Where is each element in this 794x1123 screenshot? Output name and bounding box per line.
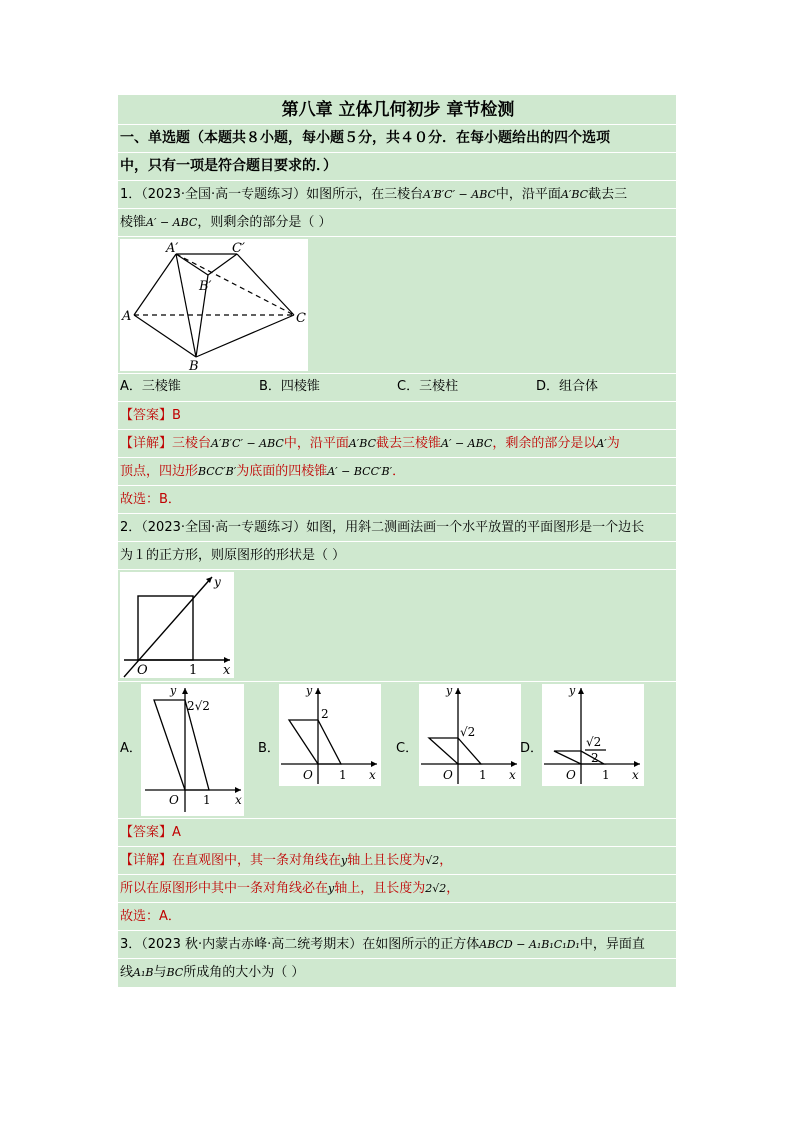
q2-option-c-figure [419, 684, 521, 786]
q2-options-figures [118, 682, 676, 819]
axis-y-c: y [446, 684, 453, 697]
q2-option-d: D． [520, 741, 544, 756]
label-B1: B′ [199, 279, 212, 294]
section-heading-line-2: 中，只有一项是符合题目要求的．） [118, 153, 676, 181]
axis-y-a: y [170, 684, 177, 697]
document-page [118, 95, 676, 987]
q2-option-a: A． [120, 741, 142, 756]
axis-x-c: x [509, 768, 516, 782]
q2-option-b: B． [258, 741, 280, 756]
label-C1: C′ [232, 241, 245, 256]
q1-answer: 【答案】B [118, 402, 676, 430]
q3-stem-line-1: 3．（2023 秋·内蒙古赤峰·高二统考期末）在如图所示的正方体ABCD − A₁B₁C₁D₁中，异面直 [118, 931, 676, 959]
q1-options-row [118, 374, 676, 402]
fig-label-1: 1 [189, 663, 198, 678]
label-root2-numerator: √2 [586, 735, 602, 749]
label-C: C [296, 311, 306, 326]
one-a: 1 [203, 793, 211, 807]
q2-option-d-figure [542, 684, 644, 786]
q1-detail-line-2: 顶点，四边形BCC′B′为底面的四棱锥A′ − BCC′B′． [118, 458, 676, 486]
origin-d: O [566, 768, 576, 782]
q1-option-d: D．组合体 [536, 379, 599, 394]
q1-stem-line-2: 棱锥A′ − ABC，则剩余的部分是（ ） [118, 209, 676, 237]
origin-a: O [169, 793, 179, 807]
q2-option-c: C． [396, 741, 419, 756]
one-d: 1 [602, 768, 610, 782]
q3-stem-line-2: 线A₁B与BC所成角的大小为（ ） [120, 965, 305, 980]
q2-detail-line-2: 所以在原图形中其中一条对角线必在y轴上，且长度为2√2， [118, 875, 676, 903]
section-heading-line-1: 一、单选题（本题共８小题，每小题５分，共４０分．在每小题给出的四个选项 [118, 125, 676, 153]
q2-detail-line-1: 【详解】在直观图中，其一条对角线在y轴上且长度为√2， [118, 847, 676, 875]
label-2root2: 2√2 [187, 699, 210, 713]
axis-x-d: x [632, 768, 639, 782]
label-root2: √2 [460, 725, 476, 739]
one-b: 1 [339, 768, 347, 782]
q1-option-b: B．四棱锥 [259, 379, 320, 394]
axis-y-b: y [306, 684, 313, 697]
q2-option-b-figure [279, 684, 381, 786]
q1-stem-line-1: 1．（2023·全国·高一专题练习）如图所示，在三棱台A′B′C′ − ABC中，沿平面A′BC截去三 [118, 181, 676, 209]
q1-detail-line-1: 【详解】三棱台A′B′C′ − ABC中，沿平面A′BC截去三棱锥A′ − ABC，剩余的部分是以A′为 [118, 430, 676, 458]
fig-label-x: x [223, 663, 231, 678]
q2-answer: 【答案】A [118, 819, 676, 847]
q2-oblique-square-figure [120, 572, 234, 678]
origin-b: O [303, 768, 313, 782]
label-B: B [189, 359, 199, 371]
q1-option-a: A．三棱锥 [120, 379, 181, 394]
q1-frustum-figure [120, 239, 308, 371]
axis-y-d: y [569, 684, 576, 697]
q1-choose: 故选：B． [118, 486, 676, 514]
q2-option-a-figure [141, 684, 244, 816]
q2-figure-row [118, 570, 676, 682]
axis-x-a: x [235, 793, 242, 807]
axis-x-b: x [369, 768, 376, 782]
page-title: 第八章 立体几何初步 章节检测 [118, 95, 676, 125]
one-c: 1 [479, 768, 487, 782]
fig-label-y: y [214, 575, 221, 589]
q1-option-c: C．三棱柱 [397, 379, 459, 394]
origin-c: O [443, 768, 453, 782]
q2-stem-line-1: 2．（2023·全国·高一专题练习）如图，用斜二测画法画一个水平放置的平面图形是一个边长 [118, 514, 676, 542]
q2-stem-line-2: 为１的正方形，则原图形的形状是（ ） [118, 542, 676, 570]
label-A: A [122, 309, 132, 324]
label-A1: A′ [166, 241, 179, 256]
fig-label-O: O [137, 663, 148, 678]
label-2: 2 [321, 707, 329, 721]
q1-figure-row [118, 237, 676, 374]
q2-choose: 故选：A． [118, 903, 676, 931]
label-root2-denominator: 2 [591, 751, 599, 765]
